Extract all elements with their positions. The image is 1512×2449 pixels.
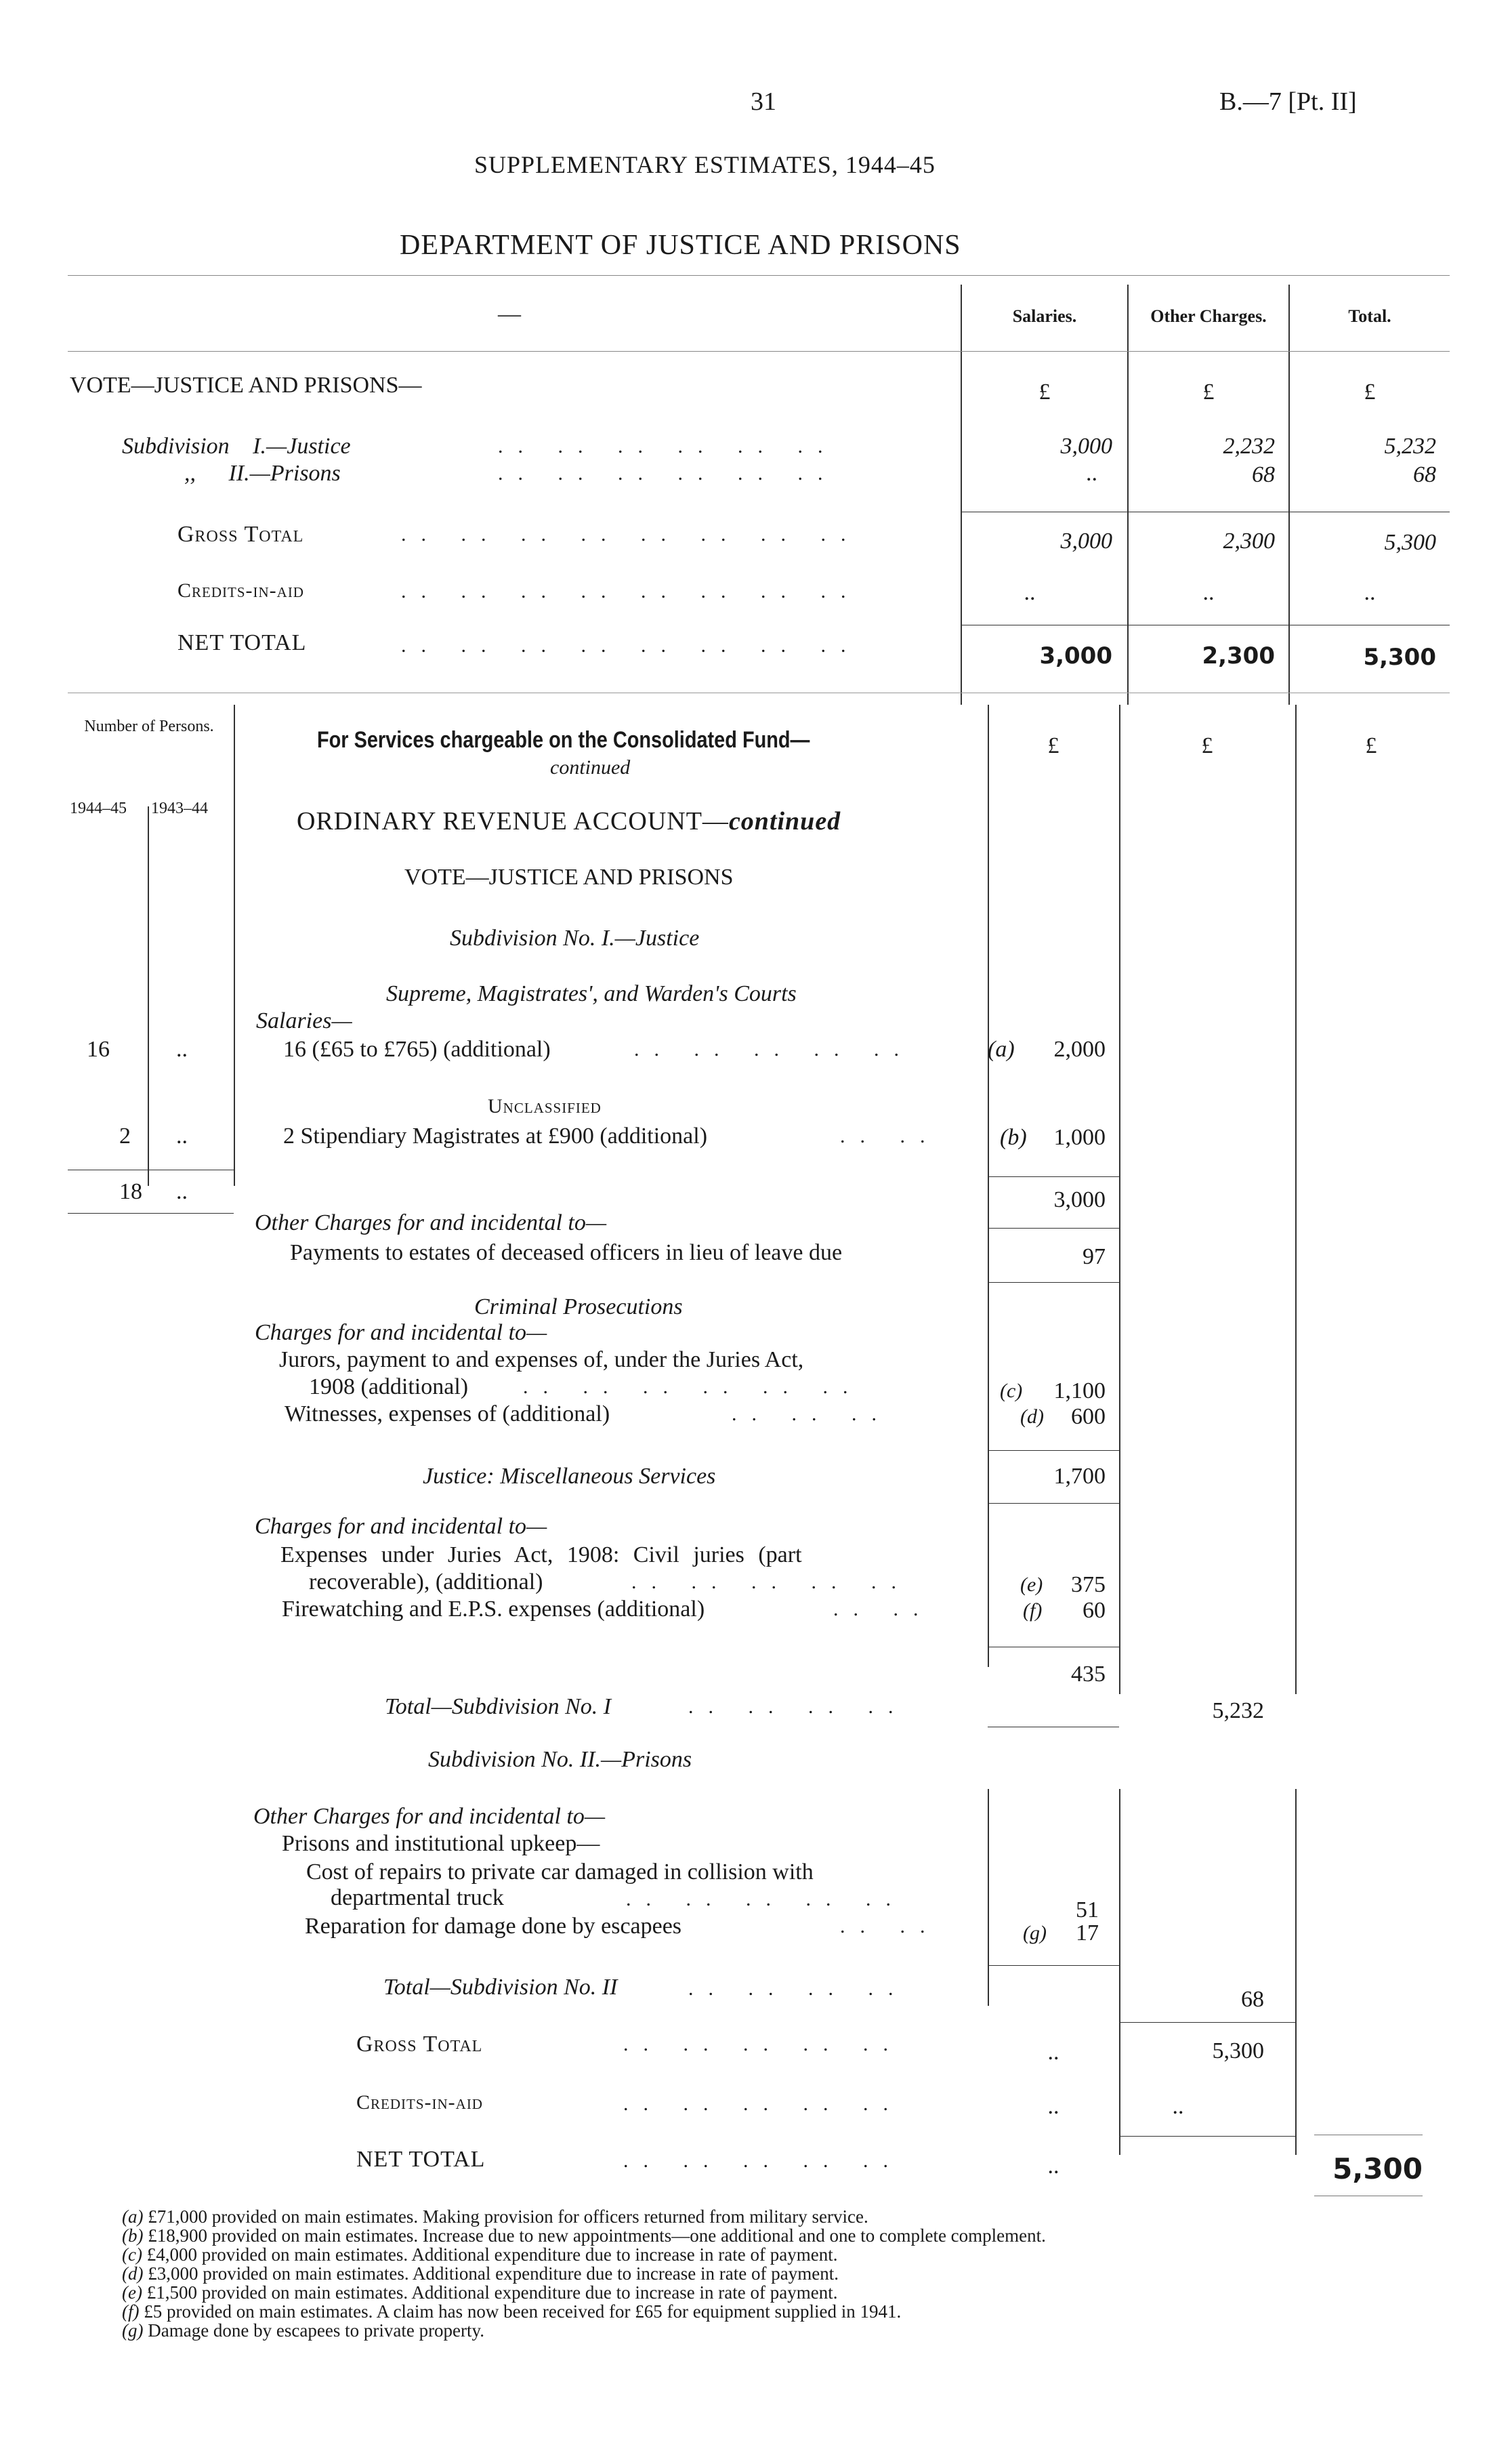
footnote-ref: (d)	[1020, 1405, 1044, 1428]
persons-1944-value: 2	[119, 1124, 131, 1149]
amount-col-divider	[1295, 1789, 1297, 2155]
other-currency: £	[1202, 379, 1215, 405]
salaries-total-rule	[988, 1176, 1119, 1177]
reparation-line: Reparation for damage done by escapees	[305, 1914, 682, 1939]
subdivision-word: Subdivision	[122, 434, 230, 459]
footnote-ref: (c)	[1000, 1380, 1023, 1402]
footnote	[122, 2320, 484, 2341]
repairs-amount: 51	[1076, 1897, 1099, 1922]
summary-gross-total-label: Gross Total	[177, 522, 304, 547]
dot-leader: .. .. ..	[732, 1403, 891, 1425]
witnesses-amount: 600	[1071, 1404, 1106, 1429]
amount-rule	[988, 1965, 1119, 1966]
amount-rule	[988, 1503, 1119, 1504]
reparation-amount: 17	[1076, 1920, 1099, 1946]
persons-inner-divider	[148, 806, 149, 1186]
salaries-label: Salaries—	[256, 1008, 352, 1033]
fund-heading-continued: continued	[550, 756, 631, 779]
summary-net-total-label: NET TOTAL	[177, 630, 307, 655]
dot-leader: .. .. .. .. .. ..	[523, 1376, 863, 1398]
page-number: 31	[751, 87, 776, 116]
total-subdivision-2-amount: 68	[1241, 1987, 1264, 2012]
dot-leader: .. .. .. .. ..	[631, 1571, 911, 1593]
total-subdivision-1-label: Total—Subdivision No. I	[385, 1694, 612, 1719]
prisons-upkeep-line: Prisons and institutional upkeep—	[282, 1831, 600, 1856]
criminal-prosecutions-heading: Criminal Prosecutions	[474, 1294, 683, 1319]
dot-leader: .. ..	[833, 1598, 933, 1620]
detail-net-total: 5,300	[1332, 2152, 1423, 2185]
detail-credits-label: Credits-in-aid	[356, 2091, 483, 2114]
dot-leader: .. ..	[840, 1915, 940, 1937]
account-heading-text: ORDINARY REVENUE ACCOUNT—	[297, 807, 729, 836]
footnote-text: £1,500 provided on main estimates. Additional expenditure due to increase in rate of payment.	[146, 2282, 838, 2303]
summary-row-label	[122, 434, 351, 459]
subdivision-name: II.—Prisons	[228, 461, 341, 486]
witnesses-line: Witnesses, expenses of (additional)	[285, 1401, 610, 1426]
dot-leader: .. ..	[840, 1125, 940, 1147]
summary-col-divider	[1127, 285, 1129, 705]
other-charges-heading: Other Charges for and incidental to—	[255, 1210, 607, 1235]
subdivision-1-heading: Subdivision No. I.—Justice	[450, 926, 700, 951]
expenses-line-cont: recoverable), (additional)	[309, 1569, 543, 1594]
footnote-mark: (a)	[122, 2206, 144, 2227]
footnote-mark: (f)	[122, 2301, 140, 2322]
detail-gross-total: 5,300	[1212, 2038, 1264, 2063]
summary-top-rule	[68, 275, 1450, 276]
justice-misc-heading: Justice: Miscellaneous Services	[423, 1464, 716, 1489]
salary-line-amount: 1,000	[1053, 1125, 1106, 1150]
summary-total-value: 68	[1413, 462, 1436, 487]
amount-rule	[1119, 2022, 1295, 2023]
persons-col-divider	[234, 705, 235, 1186]
summary-row-label	[184, 461, 341, 487]
dot-leader: .. .. .. .. ..	[623, 2093, 903, 2115]
year-column-header: 1944–45	[70, 800, 127, 817]
amount-rule	[988, 1450, 1119, 1451]
amount-col-divider	[1119, 705, 1120, 1694]
expenses-line: Expenses under Juries Act, 1908: Civil juries (part	[280, 1542, 802, 1567]
summary-salaries-value: ..	[1086, 461, 1097, 486]
dot-leader: .. .. .. .. .. .. .. ..	[401, 580, 861, 602]
salary-line-text: 2 Stipendiary Magistrates at £900 (additional)	[283, 1124, 708, 1149]
expenses-amount: 375	[1071, 1572, 1106, 1597]
persons-1943-value: ..	[176, 1124, 188, 1149]
footnote-ref: (a)	[988, 1037, 1015, 1062]
footnote-ref: (e)	[1020, 1573, 1043, 1596]
dot-leader: .. .. .. .. .. .. .. ..	[401, 634, 861, 657]
dot-leader: .. .. .. .. ..	[626, 1888, 906, 1910]
total-subdivision-2-label: Total—Subdivision No. II	[383, 1975, 618, 2000]
firewatching-line: Firewatching and E.P.S. expenses (additional)	[282, 1597, 705, 1622]
total-subdivision-1-amount: 5,232	[1212, 1698, 1264, 1723]
footnote-text: £3,000 provided on main estimates. Additional expenditure due to increase in rate of payment.	[148, 2263, 839, 2284]
dot-leader: .. .. .. .. ..	[623, 2033, 903, 2055]
detail-currency: £	[1047, 733, 1059, 758]
department-heading: DEPARTMENT OF JUSTICE AND PRISONS	[400, 230, 961, 261]
salaries-currency: £	[1038, 379, 1051, 405]
detail-gross-col1: ..	[1047, 2040, 1059, 2065]
column-header-total: Total.	[1348, 306, 1391, 326]
ditto-mark: ,,	[184, 461, 196, 486]
salary-line-text: 16 (£65 to £765) (additional)	[283, 1037, 551, 1062]
summary-credits-salaries: ..	[1024, 580, 1036, 605]
amount-col-divider	[1295, 705, 1297, 1694]
footnote	[122, 2282, 837, 2303]
summary-salaries-value: 3,000	[1060, 434, 1112, 459]
footnote-mark: (g)	[122, 2320, 144, 2341]
summary-gross-other: 2,300	[1223, 529, 1275, 554]
dot-leader: .. .. .. .. .. ..	[498, 435, 838, 457]
detail-currency: £	[1201, 733, 1213, 758]
persons-bottom-rule	[68, 1213, 234, 1214]
dot-leader: .. .. .. .. .. .. .. ..	[401, 523, 861, 546]
summary-net-other: 2,300	[1202, 642, 1275, 670]
summary-col-divider	[1288, 285, 1290, 705]
salary-line-amount: 2,000	[1053, 1037, 1106, 1062]
column-header-other-charges: Other Charges.	[1150, 306, 1267, 326]
column-header-salaries: Salaries.	[1012, 306, 1077, 326]
subdivision-2-heading: Subdivision No. II.—Prisons	[428, 1747, 692, 1772]
vote-heading: VOTE—JUSTICE AND PRISONS	[404, 865, 734, 890]
footnote-text: £71,000 provided on main estimates. Making provision for officers returned from military service.	[148, 2206, 868, 2227]
footnote-text: £18,900 provided on main estimates. Increase due to new appointments—one additional and one to complete complement.	[148, 2225, 1046, 2246]
detail-credits-col2: ..	[1172, 2094, 1184, 2119]
misc-total-amount: 435	[1071, 1662, 1106, 1687]
criminal-total-amount: 1,700	[1053, 1464, 1106, 1489]
summary-header-rule	[68, 351, 1450, 352]
amount-rule	[1119, 2136, 1295, 2137]
total-currency: £	[1364, 379, 1376, 405]
payments-line-text: Payments to estates of deceased officers in lieu of leave due	[290, 1240, 843, 1265]
summary-credits-other: ..	[1202, 580, 1215, 605]
persons-1943-value: ..	[176, 1037, 188, 1062]
footnote-text: £5 provided on main estimates. A claim has now been received for £65 for equipment supplied in 1941.	[144, 2301, 902, 2322]
detail-gross-total-label: Gross Total	[356, 2032, 483, 2057]
other-charges-heading: Other Charges for and incidental to—	[253, 1804, 606, 1829]
summary-col-divider	[961, 285, 962, 705]
summary-total-value: 5,232	[1384, 434, 1436, 459]
charges-heading: Charges for and incidental to—	[255, 1514, 547, 1539]
amount-col-divider	[988, 705, 989, 1667]
detail-net-col1: ..	[1047, 2154, 1059, 2179]
dot-leader: .. .. .. .. ..	[634, 1038, 914, 1061]
summary-other-value: 68	[1252, 462, 1275, 487]
footnote-ref: (b)	[1000, 1125, 1027, 1150]
unclassified-heading: Unclassified	[488, 1095, 602, 1117]
jurors-line: Jurors, payment to and expenses of, under the Juries Act,	[279, 1347, 804, 1372]
footnote-mark: (d)	[122, 2263, 144, 2284]
footnote	[122, 2263, 839, 2284]
jurors-line-cont: 1908 (additional)	[309, 1374, 469, 1399]
amount-rule	[988, 1228, 1119, 1229]
payments-line-amount: 97	[1083, 1244, 1106, 1269]
footnote-mark: (e)	[122, 2282, 142, 2303]
summary-net-total: 5,300	[1363, 644, 1436, 671]
persons-1944-value: 16	[87, 1037, 110, 1062]
footnote-ref: (g)	[1023, 1922, 1047, 1944]
subdivision-name: I.—Justice	[253, 434, 351, 459]
summary-credits-total: ..	[1364, 580, 1376, 605]
dot-leader: .. .. .. ..	[688, 1695, 908, 1718]
amount-rule	[988, 1282, 1119, 1283]
footnote	[122, 2206, 868, 2227]
repairs-line: Cost of repairs to private car damaged in collision with	[306, 1859, 814, 1885]
jurors-amount: 1,100	[1053, 1378, 1106, 1403]
dot-leader: .. .. .. .. .. ..	[498, 462, 838, 485]
footnote-mark: (b)	[122, 2225, 144, 2246]
firewatching-amount: 60	[1083, 1598, 1106, 1623]
footnote	[122, 2301, 901, 2322]
account-heading-continued: continued	[728, 807, 841, 836]
document-reference: B.—7 [Pt. II]	[1219, 87, 1357, 116]
summary-net-salaries: 3,000	[1039, 642, 1112, 670]
summary-other-value: 2,232	[1223, 434, 1275, 459]
summary-vote-label: VOTE—JUSTICE AND PRISONS—	[70, 373, 422, 398]
dot-leader: .. .. .. .. ..	[623, 2149, 903, 2172]
summary-credits-label: Credits-in-aid	[177, 579, 304, 602]
footnote	[122, 2244, 837, 2265]
detail-credits-col1: ..	[1047, 2094, 1059, 2119]
detail-currency: £	[1365, 733, 1377, 758]
repairs-line-cont: departmental truck	[331, 1885, 504, 1910]
column-header-blank: —	[498, 302, 521, 327]
salaries-total-amount: 3,000	[1053, 1187, 1106, 1212]
persons-column-header: Number of Persons.	[84, 718, 214, 735]
footnote-text: Damage done by escapees to private property.	[148, 2320, 485, 2341]
detail-net-total-label: NET TOTAL	[356, 2147, 486, 2172]
persons-total-1944: 18	[119, 1179, 142, 1204]
page-title: SUPPLEMENTARY ESTIMATES, 1944–45	[474, 151, 936, 178]
footnote-mark: (c)	[122, 2244, 142, 2265]
summary-gross-salaries: 3,000	[1060, 529, 1112, 554]
year-column-header: 1943–44	[151, 800, 208, 817]
account-heading	[297, 806, 841, 836]
courts-heading: Supreme, Magistrates', and Warden's Courts	[386, 981, 797, 1006]
summary-gross-total: 5,300	[1384, 530, 1436, 555]
fund-heading: For Services chargeable on the Consolidated Fund—	[317, 727, 810, 753]
footnote-text: £4,000 provided on main estimates. Additional expenditure due to increase in rate of payment.	[146, 2244, 838, 2265]
charges-heading: Charges for and incidental to—	[255, 1320, 547, 1345]
persons-total-1943: ..	[176, 1179, 188, 1204]
footnote-ref: (f)	[1023, 1599, 1043, 1622]
footnote	[122, 2225, 1046, 2246]
dot-leader: .. .. .. ..	[688, 1977, 908, 2000]
